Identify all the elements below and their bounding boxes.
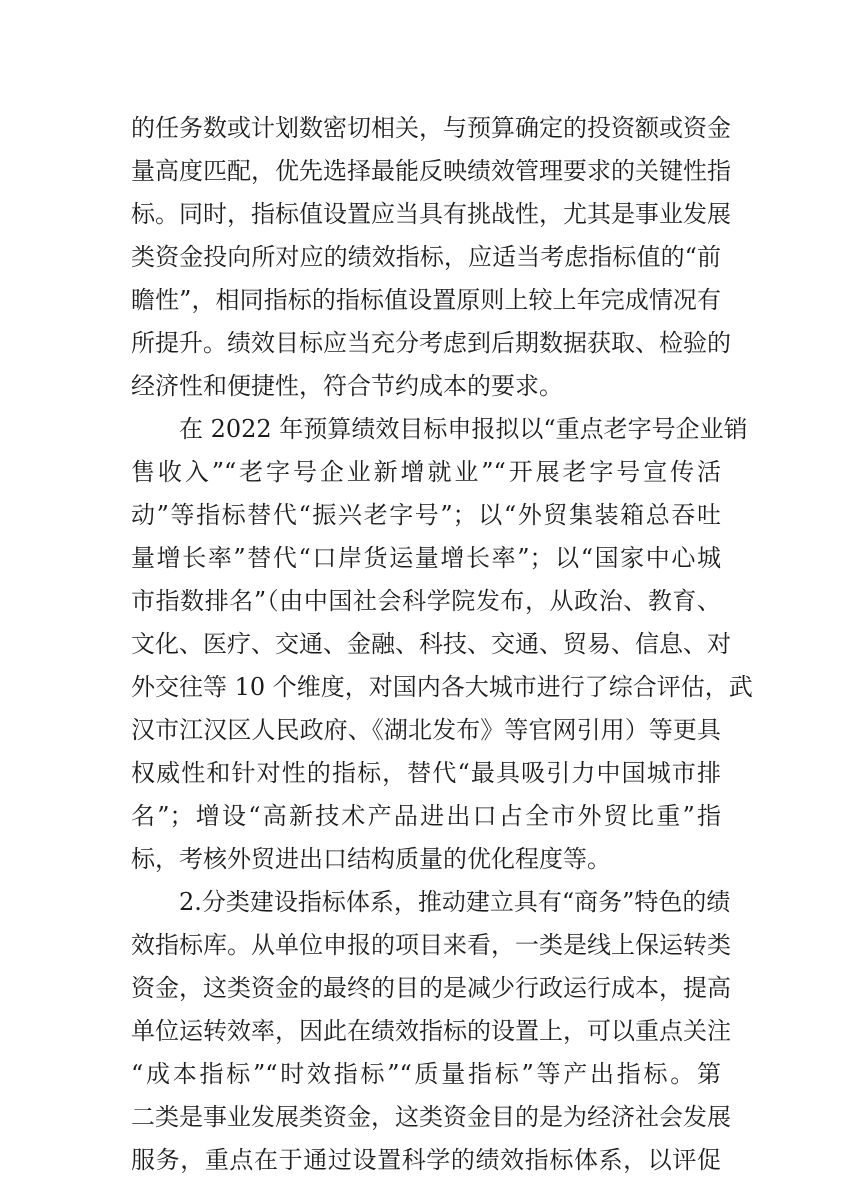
text-line: 标。同时，指标值设置应当具有挑战性，尤其是事业发展 <box>131 200 731 228</box>
text-line: 服务，重点在于通过设置科学的绩效指标体系，以评促 <box>131 1146 721 1174</box>
text-line: “成本指标”“时效指标”“质量指标”等产出指标。第 <box>131 1060 721 1088</box>
text-line: 售收入”“老字号企业新增就业”“开展老字号宣传活 <box>131 458 721 486</box>
text-line: 所提升。绩效目标应当充分考虑到后期数据获取、检验的 <box>131 329 731 357</box>
text-line: 市指数排名”（由中国社会科学院发布，从政治、教育、 <box>131 587 721 615</box>
text-line: 瞻性”，相同指标的指标值设置原则上较上年完成情况有 <box>131 286 721 314</box>
text-line: 文化、医疗、交通、金融、科技、交通、贸易、信息、对 <box>131 630 731 658</box>
text-line: 类资金投向所对应的绩效指标，应适当考虑指标值的“前 <box>131 243 721 271</box>
text-line: 资金，这类资金的最终的目的是减少行政运行成本，提高 <box>131 974 731 1002</box>
text-line: 单位运转效率，因此在绩效指标的设置上，可以重点关注 <box>131 1017 731 1045</box>
text-line: 经济性和便捷性，符合节约成本的要求。 <box>131 372 563 400</box>
text-line: 名”；增设“高新技术产品进出口占全市外贸比重”指 <box>131 802 721 830</box>
text-line: 汉市江汉区人民政府、《湖北发布》等官网引用）等更具 <box>131 716 721 744</box>
text-line: 量增长率”替代“口岸货运量增长率”；以“国家中心城 <box>131 544 721 572</box>
text-line: 权威性和针对性的指标，替代“最具吸引力中国城市排 <box>131 759 721 787</box>
text-line: 效指标库。从单位申报的项目来看，一类是线上保运转类 <box>131 931 731 959</box>
text-line: 量高度匹配，优先选择最能反映绩效管理要求的关键性指 <box>131 157 731 185</box>
paragraph-first-line: 2.分类建设指标体系，推动建立具有“商务”特色的绩 <box>179 888 731 916</box>
paragraph-first-line: 在 2022 年预算绩效目标申报拟以“重点老字号企业销 <box>179 415 748 443</box>
text-line: 标，考核外贸进出口结构质量的优化程度等。 <box>131 845 611 873</box>
text-line: 外交往等 10 个维度，对国内各大城市进行了综合评估，武 <box>131 673 753 701</box>
text-line: 二类是事业发展类资金，这类资金目的是为经济社会发展 <box>131 1103 731 1131</box>
text-line: 的任务数或计划数密切相关，与预算确定的投资额或资金 <box>131 114 731 142</box>
text-line: 动”等指标替代“振兴老字号”；以“外贸集装箱总吞吐 <box>131 501 721 529</box>
